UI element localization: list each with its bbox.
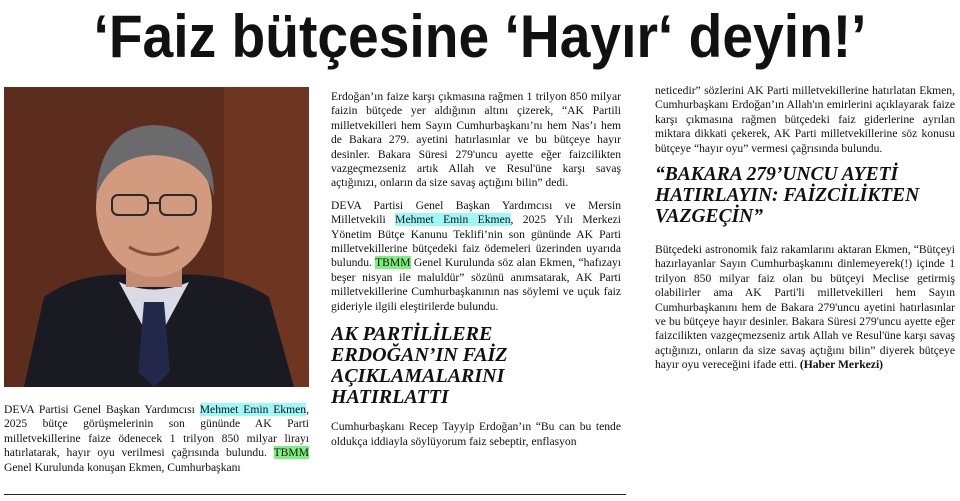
caption-name-highlight: Mehmet Emin Ekmen [199,403,307,416]
portrait-figure [4,87,309,387]
col2-paragraph-2 [331,199,621,314]
caption-text-2: , 2025 bütçe görüşmelerinin son gününde AK Parti milletvekillerine faize ödenecek 1 trilyon 850 milyar lirayı hatırlatarak, hayır oyu verilmesi çağrısında bulundu. [4,403,309,460]
col3-paragraph-1: neticedir” sözlerini AK Parti milletvekillerine hatırlatan Ekmen, Cumhurbaşkanı Erdoğan’ın Allah'ın emirlerini açıklayarak faize karşı çıkmasına rağmen bütçedeki faiz giderlerine ayrılan miktara dikkati çekerek, AK Parti milletvekillerine söz konusu bütçeye “hayır oyu” vermesi çağrısında bulundu. [655,84,955,155]
col3-subheading: “BAKARA 279’UNCU AYETİ HATIRLAYIN: FAİZCİLİKTEN VAZGEÇİN” [655,164,920,228]
col2-p2-text-c: Genel Kurulunda söz alan Ekmen, “hafızayı beşer nisyan ile maluldür” sözünü anımsatarak, AK Parti milletvekillerine Cumhurbaşkanının nas söylemi ve uçuk faiz gideriyle ilgili eleştirilerde bulundu. [331,256,621,313]
col2-paragraph-3: Cumhurbaşkanı Recep Tayyip Erdoğan’ın “Bu can bu tende oldukça iddiayla söylüyorum faiz sebeptir, enflasyon [331,420,621,448]
col3-p2-text: Bütçedeki astronomik faiz rakamlarını aktaran Ekmen, “Bütçeyi hazırlayanlar Sayın Cumhurbaşkanını dinlemeyerek(!) içinde 1 trilyon 850 milyar faiz olan bu bütçeyi Meclise getirmiş olabilirler ama AK Parti'li milletvekilleri hem Sayın Cumhurbaşkanını hem de Bakara 279'uncu ayetini hatırlasınlar ve bu bütçeye hayır desinler. Bakara Süresi 279'uncu ayette eğer faizcilikten vazgeçmezseniz artık Allah ve Resul'üne karşı savaş açtığınızı, onların da size savaş açtığını bilin” diyerek bütçeye hayır oyu vereceğini ifade etti. [655,243,955,372]
article-column-2 [331,90,621,495]
col2-name-highlight: Mehmet Emin Ekmen [395,213,511,227]
headline: ‘Faiz bütçesine ‘Hayır‘ deyin!’ [93,3,867,70]
photo-caption [4,403,309,475]
col2-p2-text-a: DEVA Partisi Genel Başkan Yardımcısı ve Mersin Milletvekili [331,198,621,227]
bottom-rule [4,494,626,495]
col2-paragraph-1: Erdoğan’ın faize karşı çıkmasına rağmen 1 trilyon 850 milyar faizin bütçede yer aldığının altını çizerek, “AK Partili milletvekilleri hem Sayın Cumhurbaşkanı’nı hem Nas’ı hem de Bakara 279. ayetini hatırlasınlar ve bu bütçeye hayır desinler. Bakara Süresi 279'uncu ayette eğer faizcilikten vazgeçmezseniz artık Allah ve Resul'üne karşı savaş açtığınızı, onların da size savaş açtığını bilin” dedi. [331,90,621,190]
news-credit: (Haber Merkezi) [799,358,884,372]
col2-subheading: AK PARTİLİLERE ERDOĞAN’IN FAİZ AÇIKLAMALARINI HATIRLATTI [331,323,508,409]
caption-text-1: DEVA Partisi Genel Başkan Yardımcısı [4,403,200,416]
caption-tbmm-highlight: TBMM [273,446,309,460]
col2-tbmm-highlight: TBMM [375,256,411,270]
article-column-3 [655,84,955,494]
col2-p2-text-b: , 2025 Yılı Merkezi Yönetim Bütçe Kanunu Teklifi’nin son gününde AK Parti milletvekillerine bütçedeki faiz ödemeleri üzerinden uyarıda bulundu. [331,213,621,270]
portrait-photo [4,87,309,387]
caption-text-3: Genel Kurulunda konuşan Ekmen, Cumhurbaşkanı [4,460,241,474]
col3-paragraph-2 [655,243,955,373]
